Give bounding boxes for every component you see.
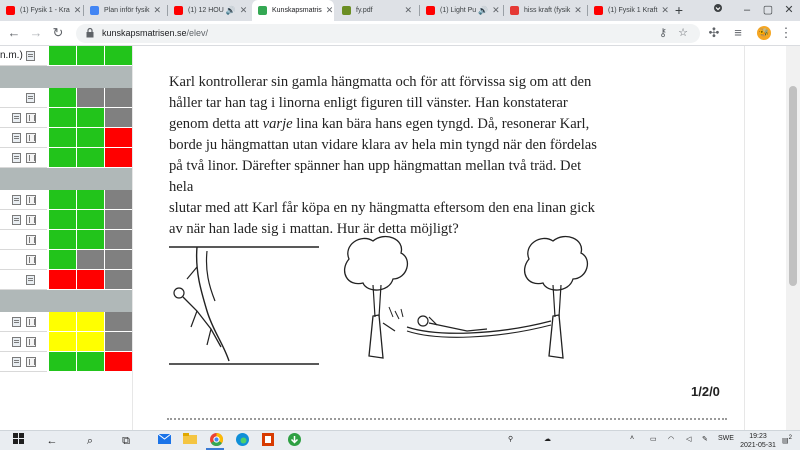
notification-center-icon[interactable]: ▤$^2$ xyxy=(782,435,792,445)
book-icon[interactable] xyxy=(26,51,35,61)
tab-search-icon[interactable] xyxy=(706,0,730,21)
matrix-row[interactable] xyxy=(0,270,132,290)
tab-audio-icon[interactable]: 🔊 xyxy=(225,6,236,15)
tab-close-icon[interactable]: ✕ xyxy=(239,5,248,15)
tab-close-icon[interactable]: ✕ xyxy=(73,5,82,15)
matrix-cell-green[interactable] xyxy=(76,352,104,372)
matrix-cell-green[interactable] xyxy=(48,46,76,66)
browser-tab[interactable] xyxy=(336,0,418,21)
tab-title: (1) Light Pu xyxy=(440,7,477,14)
matrix-row-label xyxy=(0,352,47,372)
trees-hammock-drawing xyxy=(345,237,588,358)
book-icon[interactable] xyxy=(12,357,21,367)
matrix-cell-green[interactable] xyxy=(76,148,104,168)
video-icon[interactable] xyxy=(26,133,36,143)
question-text-part: genom detta att xyxy=(169,116,263,132)
matrix-cell-green[interactable] xyxy=(76,128,104,148)
video-icon[interactable] xyxy=(26,195,36,205)
address-bar[interactable] xyxy=(76,24,700,43)
book-icon[interactable] xyxy=(12,113,21,123)
browser-tab[interactable] xyxy=(84,0,166,21)
youtube-icon xyxy=(426,6,435,15)
matrix-row[interactable] xyxy=(0,190,132,210)
question-text-part: lina kan bära hans egen tyngd. Då, resonerar Karl, xyxy=(292,116,590,132)
url-text xyxy=(102,28,208,38)
question-line: håller tar han tag i linorna enligt figuren till vänster. Han konstaterar xyxy=(169,95,568,111)
video-icon[interactable] xyxy=(26,317,36,327)
book-icon[interactable] xyxy=(12,195,21,205)
clock-time: 19:23 xyxy=(749,433,767,440)
question-line xyxy=(169,114,609,135)
forward-button[interactable]: → xyxy=(29,25,43,40)
matrix-row-label xyxy=(0,190,47,210)
new-tab-button[interactable]: + xyxy=(674,2,684,18)
question-line: borde ju hängmattan utan vidare klara av hela min tyngd när den fördelas xyxy=(169,137,597,153)
matrix-cell-green[interactable] xyxy=(76,190,104,210)
matrix-cell-green[interactable] xyxy=(104,46,132,66)
url-path: /elev/ xyxy=(186,28,209,38)
search-icon[interactable]: ⌕ xyxy=(86,435,94,447)
notification-count: 2 xyxy=(788,435,792,441)
emphasis-word: varje xyxy=(262,116,293,132)
input-language[interactable]: SWE xyxy=(718,435,734,442)
windows-taskbar xyxy=(0,430,800,450)
video-icon[interactable] xyxy=(26,215,36,225)
matrix-row-label xyxy=(0,88,47,108)
reload-button[interactable]: ↻ xyxy=(52,25,64,40)
maximize-button[interactable]: ▢ xyxy=(762,4,774,16)
tab-title: (1) Fysik 1 Kraft xyxy=(608,7,658,14)
question-text xyxy=(169,72,609,240)
pen-icon[interactable]: ✎ xyxy=(702,436,708,443)
dotted-divider xyxy=(167,418,727,420)
matrix-cell-green[interactable] xyxy=(76,210,104,230)
book-icon[interactable] xyxy=(12,317,21,327)
matrix-row[interactable] xyxy=(0,332,132,352)
browser-tab[interactable] xyxy=(168,0,250,21)
close-window-button[interactable]: ✕ xyxy=(784,4,794,16)
matrix-cell-red[interactable] xyxy=(48,270,76,290)
book-icon[interactable] xyxy=(12,153,21,163)
matrix-row[interactable] xyxy=(0,250,132,270)
video-icon[interactable] xyxy=(26,235,36,245)
edge-taskbar-icon[interactable] xyxy=(234,433,250,449)
matrix-row-label xyxy=(0,108,47,128)
matrix-cell-gray[interactable] xyxy=(104,190,132,210)
book-icon[interactable] xyxy=(26,275,35,285)
matrix-row[interactable] xyxy=(0,108,132,128)
matrix-cell-green[interactable] xyxy=(48,210,76,230)
matrix-cell-gray[interactable] xyxy=(76,250,104,270)
windows-start-icon[interactable] xyxy=(10,433,26,449)
lock-icon xyxy=(86,28,94,38)
matrix-row-label xyxy=(0,128,47,148)
matrix-cell-gray[interactable] xyxy=(104,108,132,128)
matrix-row[interactable] xyxy=(0,230,132,250)
matrix-cell-gray[interactable] xyxy=(104,250,132,270)
knowledge-matrix xyxy=(0,46,132,430)
matrix-group-header xyxy=(0,66,132,88)
wifi-icon[interactable]: ◠ xyxy=(668,436,675,443)
matrix-row[interactable] xyxy=(0,128,132,148)
minimize-button[interactable]: – xyxy=(743,4,751,16)
matrix-row-label xyxy=(0,332,47,352)
matrix-cell-green[interactable] xyxy=(48,108,76,128)
matrix-cell-green[interactable] xyxy=(76,46,104,66)
matrix-cell-gray[interactable] xyxy=(104,332,132,352)
tab-title: (1) 12 HOU xyxy=(188,7,224,14)
matrix-row-label xyxy=(0,312,47,332)
matrix-row-text: n.m.) xyxy=(0,50,23,61)
kunskapsmatrisen-icon xyxy=(258,6,267,15)
matrix-row-label xyxy=(0,148,47,168)
tab-close-icon[interactable]: ✕ xyxy=(404,5,412,15)
matrix-cell-gray[interactable] xyxy=(76,88,104,108)
office-taskbar-icon[interactable] xyxy=(260,433,276,449)
scrollbar-thumb[interactable] xyxy=(789,86,797,286)
matrix-cell-green[interactable] xyxy=(76,230,104,250)
tab-title: Kunskapsmatris xyxy=(272,7,322,14)
matrix-cell-gray[interactable] xyxy=(104,210,132,230)
youtube-icon xyxy=(174,6,183,15)
tab-title: hiss kraft (fysik xyxy=(524,7,571,14)
plus-site-icon xyxy=(510,6,519,15)
system-clock[interactable] xyxy=(740,432,776,450)
url-host: kunskapsmatrisen.se xyxy=(102,28,187,38)
matrix-cell-green[interactable] xyxy=(48,352,76,372)
video-icon[interactable] xyxy=(26,153,36,163)
matrix-row-label xyxy=(0,46,47,66)
tab-title: (1) Fysik 1 - Kra xyxy=(20,7,70,14)
back-button[interactable]: ← xyxy=(7,25,21,40)
reading-list-icon[interactable]: ≡ xyxy=(734,25,742,40)
browser-tab[interactable] xyxy=(252,0,334,21)
matrix-cell-red[interactable] xyxy=(104,352,132,372)
matrix-row[interactable] xyxy=(0,352,132,372)
matrix-row-label xyxy=(0,210,47,230)
browser-tab[interactable] xyxy=(588,0,670,21)
matrix-cell-gray[interactable] xyxy=(104,312,132,332)
bookmark-star-icon[interactable]: ☆ xyxy=(678,27,688,39)
extensions-icon[interactable]: ✣ xyxy=(708,25,720,40)
matrix-cell-yellow[interactable] xyxy=(48,312,76,332)
matrix-cell-gray[interactable] xyxy=(104,270,132,290)
browser-toolbar xyxy=(0,21,800,46)
browser-tab[interactable] xyxy=(420,0,502,21)
matrix-cell-green[interactable] xyxy=(48,230,76,250)
question-line: på två linor. Därefter spänner han upp hängmattan mellan två träd. Det hela xyxy=(169,158,582,195)
tab-title: fy.pdf xyxy=(356,7,373,14)
matrix-cell-green[interactable] xyxy=(48,148,76,168)
battery-icon[interactable]: ▭ xyxy=(650,436,657,443)
download-app-icon[interactable] xyxy=(286,433,302,449)
matrix-group-header xyxy=(0,168,132,190)
matrix-cell-green[interactable] xyxy=(48,250,76,270)
matrix-group-header xyxy=(0,290,132,312)
matrix-cell-red[interactable] xyxy=(104,148,132,168)
score-label: 1/2/0 xyxy=(691,384,720,399)
matrix-cell-gray[interactable] xyxy=(104,88,132,108)
rope-test-drawing xyxy=(169,247,319,364)
matrix-row[interactable] xyxy=(0,88,132,108)
matrix-cell-red[interactable] xyxy=(76,270,104,290)
matrix-cell-green[interactable] xyxy=(48,128,76,148)
tab-strip xyxy=(0,0,800,21)
tab-close-icon[interactable]: ✕ xyxy=(325,5,334,15)
browser-tab[interactable] xyxy=(504,0,586,21)
matrix-cell-green[interactable] xyxy=(48,88,76,108)
key-icon[interactable]: ⚷ xyxy=(658,27,668,39)
book-icon[interactable] xyxy=(12,133,21,143)
matrix-row[interactable] xyxy=(0,312,132,332)
matrix-row-label xyxy=(0,270,47,290)
tab-audio-icon[interactable]: 🔊 xyxy=(478,6,489,15)
matrix-cell-yellow[interactable] xyxy=(76,332,104,352)
question-line: Karl kontrollerar sin gamla hängmatta och för att förvissa sig om att den xyxy=(169,74,592,90)
onedrive-icon[interactable]: ☁ xyxy=(544,436,551,443)
mail-app-icon[interactable] xyxy=(156,433,172,449)
volume-icon[interactable]: ◁ xyxy=(686,436,692,443)
video-icon[interactable] xyxy=(26,255,36,265)
matrix-row-label xyxy=(0,250,47,270)
file-explorer-icon[interactable] xyxy=(182,433,198,449)
tab-close-icon[interactable]: ✕ xyxy=(492,5,500,15)
matrix-cell-green[interactable] xyxy=(48,190,76,210)
clock-date: 2021-05-31 xyxy=(740,442,776,449)
browser-tab[interactable] xyxy=(0,0,82,21)
matrix-row[interactable] xyxy=(0,46,132,66)
chrome-taskbar-icon[interactable] xyxy=(208,433,224,449)
matrix-cell-gray[interactable] xyxy=(104,230,132,250)
book-icon[interactable] xyxy=(26,93,35,103)
matrix-row[interactable] xyxy=(0,210,132,230)
tab-title: Plan inför fysik xyxy=(104,7,150,14)
chrome-menu-icon[interactable]: ⋮ xyxy=(779,25,793,40)
matrix-row[interactable] xyxy=(0,148,132,168)
matrix-cell-red[interactable] xyxy=(104,128,132,148)
tab-close-icon[interactable]: ✕ xyxy=(574,5,582,15)
active-app-indicator xyxy=(206,448,224,450)
video-icon[interactable] xyxy=(26,337,36,347)
question-line: slutar med att Karl får köpa en ny hängmatta eftersom den ena linan gick xyxy=(169,200,595,216)
video-icon[interactable] xyxy=(26,113,36,123)
book-icon[interactable] xyxy=(12,215,21,225)
youtube-icon xyxy=(6,6,15,15)
matrix-cell-green[interactable] xyxy=(76,108,104,128)
task-view-icon[interactable]: ⧉ xyxy=(122,435,130,447)
video-icon[interactable] xyxy=(26,357,36,367)
tab-close-icon[interactable]: ✕ xyxy=(153,5,162,15)
question-line: av när han lade sig i mattan. Hur är detta möjligt? xyxy=(169,221,459,237)
people-icon[interactable]: ⚲ xyxy=(508,436,514,443)
tab-close-icon[interactable]: ✕ xyxy=(661,5,669,15)
matrix-cell-yellow[interactable] xyxy=(48,332,76,352)
back-arrow-icon[interactable]: ← xyxy=(46,435,58,447)
youtube-icon xyxy=(594,6,603,15)
pdf-icon xyxy=(342,6,351,15)
tray-chevron-icon[interactable]: ˄ xyxy=(630,435,635,442)
matrix-cell-yellow[interactable] xyxy=(76,312,104,332)
matrix-row-label xyxy=(0,230,47,250)
profile-avatar[interactable]: 🐝 xyxy=(757,26,771,40)
docs-icon xyxy=(90,6,99,15)
hammock-illustration xyxy=(167,231,627,371)
book-icon[interactable] xyxy=(12,337,21,347)
question-panel xyxy=(132,46,745,430)
